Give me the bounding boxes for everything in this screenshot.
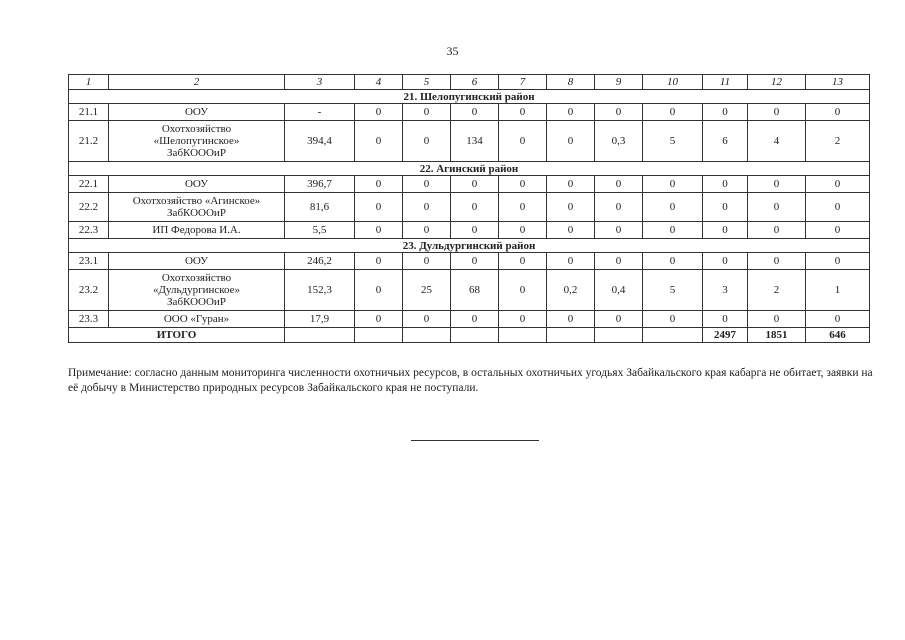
- row-name-line: ИП Федорова И.А.: [152, 224, 241, 236]
- row-value: 0: [403, 222, 451, 239]
- row-value: 0: [451, 193, 499, 222]
- row-value: 0: [403, 176, 451, 193]
- row-name-line: ЗабКОООиР: [167, 147, 226, 159]
- column-number: 2: [109, 75, 285, 90]
- row-value: 0: [806, 193, 870, 222]
- row-value: 0: [806, 222, 870, 239]
- row-name-line: «Шелопугинское»: [153, 135, 240, 147]
- row-name: [109, 253, 285, 270]
- row-value: 0: [499, 222, 547, 239]
- row-value: 0: [806, 311, 870, 328]
- row-value: 0: [595, 193, 643, 222]
- row-value: 0: [748, 222, 806, 239]
- row-value: 0: [595, 311, 643, 328]
- row-value: 0: [499, 104, 547, 121]
- column-number: 8: [547, 75, 595, 90]
- row-name-line: ООУ: [184, 106, 209, 118]
- column-number: 4: [355, 75, 403, 90]
- row-value: 0: [748, 193, 806, 222]
- row-name-line: ЗабКОООиР: [167, 207, 226, 219]
- row-name-line: ООУ: [184, 255, 209, 267]
- row-id: 21.2: [69, 121, 109, 162]
- row-area: 5,5: [285, 222, 355, 239]
- row-value: 0: [595, 176, 643, 193]
- row-value: 0: [703, 104, 748, 121]
- row-value: 68: [451, 270, 499, 311]
- row-name-line: «Дульдургинское»: [152, 284, 241, 296]
- row-name-line: Охотхозяйство: [161, 272, 232, 284]
- row-value: 0: [355, 193, 403, 222]
- row-id: 23.1: [69, 253, 109, 270]
- row-name: [109, 121, 285, 162]
- row-value: 0: [806, 104, 870, 121]
- total-value: [595, 328, 643, 343]
- row-value: 0: [703, 253, 748, 270]
- row-name: [109, 311, 285, 328]
- total-value: [547, 328, 595, 343]
- column-number: 11: [703, 75, 748, 90]
- row-name: [109, 270, 285, 311]
- row-value: 0: [547, 176, 595, 193]
- table-row: [69, 176, 870, 193]
- row-name-line: Охотхозяйство: [161, 123, 232, 135]
- row-value: 0: [643, 193, 703, 222]
- section-header: [69, 162, 870, 176]
- row-value: 0: [355, 104, 403, 121]
- row-value: 0: [547, 121, 595, 162]
- total-value: [355, 328, 403, 343]
- section-title: 23. Дульдургинский район: [69, 239, 870, 253]
- row-value: 0: [355, 311, 403, 328]
- row-value: 0: [547, 193, 595, 222]
- row-value: 0: [748, 176, 806, 193]
- table-row: [69, 193, 870, 222]
- row-area: 81,6: [285, 193, 355, 222]
- end-rule: [411, 440, 539, 441]
- row-value: 0: [703, 193, 748, 222]
- row-value: 0: [643, 104, 703, 121]
- table-row: [69, 104, 870, 121]
- row-value: 0: [403, 253, 451, 270]
- row-value: 4: [748, 121, 806, 162]
- row-value: 0,2: [547, 270, 595, 311]
- row-id: 22.1: [69, 176, 109, 193]
- row-value: 0: [703, 311, 748, 328]
- row-value: 0: [499, 176, 547, 193]
- row-value: 0: [643, 222, 703, 239]
- section-header: [69, 239, 870, 253]
- table-row: [69, 253, 870, 270]
- row-value: 0,3: [595, 121, 643, 162]
- row-value: 0: [547, 311, 595, 328]
- table-row: [69, 222, 870, 239]
- total-value: [451, 328, 499, 343]
- row-area: 152,3: [285, 270, 355, 311]
- row-value: 5: [643, 270, 703, 311]
- column-number: 5: [403, 75, 451, 90]
- row-area: 246,2: [285, 253, 355, 270]
- row-value: 0: [451, 176, 499, 193]
- row-value: 0: [643, 176, 703, 193]
- row-name-line: ЗабКОООиР: [167, 296, 226, 308]
- row-name: [109, 193, 285, 222]
- row-value: 0: [451, 104, 499, 121]
- row-value: 0: [643, 311, 703, 328]
- column-number-row: [69, 75, 870, 90]
- column-number: 6: [451, 75, 499, 90]
- row-value: 0: [595, 104, 643, 121]
- row-value: 0: [451, 253, 499, 270]
- row-value: 0: [499, 121, 547, 162]
- row-value: 0: [403, 104, 451, 121]
- row-value: 0: [547, 222, 595, 239]
- column-number: 13: [806, 75, 870, 90]
- row-value: 0: [355, 270, 403, 311]
- row-value: 0: [499, 270, 547, 311]
- total-row: [69, 328, 870, 343]
- row-value: 5: [643, 121, 703, 162]
- row-value: 0: [748, 253, 806, 270]
- row-value: 0: [806, 176, 870, 193]
- column-number: 9: [595, 75, 643, 90]
- column-number: 3: [285, 75, 355, 90]
- row-value: 0: [806, 253, 870, 270]
- row-value: 0: [355, 222, 403, 239]
- total-value: [499, 328, 547, 343]
- table-body: [69, 75, 870, 343]
- row-value: 1: [806, 270, 870, 311]
- row-value: 0: [499, 193, 547, 222]
- row-value: 0: [355, 121, 403, 162]
- row-value: 0: [703, 222, 748, 239]
- row-name-line: ООУ: [184, 178, 209, 190]
- row-id: 23.2: [69, 270, 109, 311]
- footnote: Примечание: согласно данным мониторинга численности охотничьих ресурсов, в остальных охотничьих угодьях Забайкальского края кабарга не обитает, заявки на её добычу в Министерство природных ресурсов Забайкальского края не поступали.: [68, 367, 873, 394]
- row-value: 25: [403, 270, 451, 311]
- row-value: 0: [595, 222, 643, 239]
- total-value: [285, 328, 355, 343]
- section-header: [69, 90, 870, 104]
- row-value: 0: [451, 311, 499, 328]
- row-value: 0,4: [595, 270, 643, 311]
- row-name: [109, 104, 285, 121]
- row-value: 0: [499, 311, 547, 328]
- row-value: 0: [595, 253, 643, 270]
- column-number: 7: [499, 75, 547, 90]
- row-value: 0: [748, 311, 806, 328]
- row-value: 0: [355, 176, 403, 193]
- row-value: 0: [451, 222, 499, 239]
- row-value: 0: [403, 311, 451, 328]
- row-value: 0: [547, 253, 595, 270]
- row-id: 23.3: [69, 311, 109, 328]
- row-value: 0: [499, 253, 547, 270]
- table-row: [69, 121, 870, 162]
- row-value: 0: [403, 193, 451, 222]
- row-value: 0: [703, 176, 748, 193]
- row-value: 6: [703, 121, 748, 162]
- row-id: 22.2: [69, 193, 109, 222]
- row-value: 134: [451, 121, 499, 162]
- wildlife-table: [68, 74, 870, 343]
- row-name: [109, 176, 285, 193]
- row-value: 0: [643, 253, 703, 270]
- total-label: ИТОГО: [69, 328, 285, 343]
- column-number: 1: [69, 75, 109, 90]
- column-number: 10: [643, 75, 703, 90]
- total-value: [643, 328, 703, 343]
- column-number: 12: [748, 75, 806, 90]
- row-name-line: ООО «Гуран»: [163, 313, 230, 325]
- row-area: 394,4: [285, 121, 355, 162]
- row-id: 22.3: [69, 222, 109, 239]
- row-value: 2: [806, 121, 870, 162]
- row-area: 396,7: [285, 176, 355, 193]
- row-name-line: Охотхозяйство «Агинское»: [132, 195, 261, 207]
- row-name: [109, 222, 285, 239]
- page-number: 35: [446, 44, 459, 58]
- row-id: 21.1: [69, 104, 109, 121]
- total-value: 2497: [703, 328, 748, 343]
- row-value: 0: [403, 121, 451, 162]
- row-value: 2: [748, 270, 806, 311]
- row-area: 17,9: [285, 311, 355, 328]
- total-value: 1851: [748, 328, 806, 343]
- row-value: 0: [748, 104, 806, 121]
- row-value: 0: [355, 253, 403, 270]
- total-value: [403, 328, 451, 343]
- table-row: [69, 270, 870, 311]
- row-value: 3: [703, 270, 748, 311]
- section-title: 22. Агинский район: [69, 162, 870, 176]
- row-value: 0: [547, 104, 595, 121]
- table-row: [69, 311, 870, 328]
- total-value: 646: [806, 328, 870, 343]
- section-title: 21. Шелопугинский район: [69, 90, 870, 104]
- row-area: -: [285, 104, 355, 121]
